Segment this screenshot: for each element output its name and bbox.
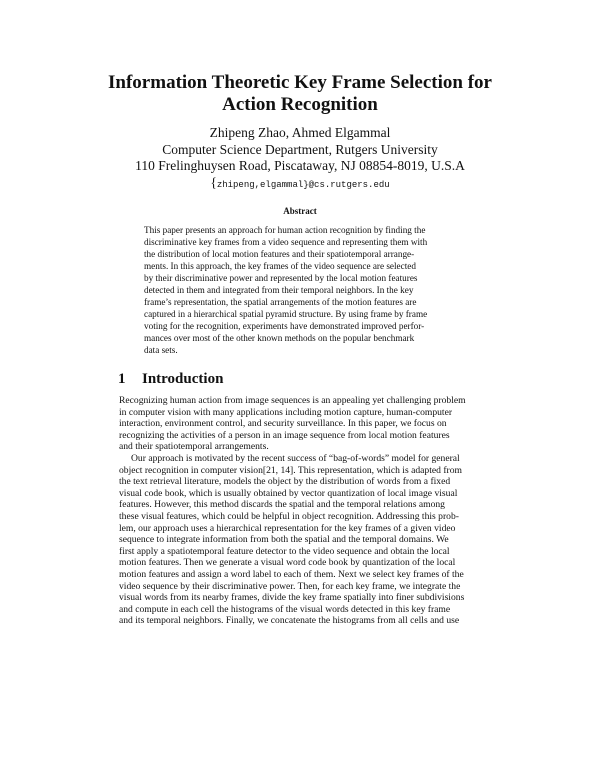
email-address: zhipeng,elgammal}@cs.rutgers.edu [216, 179, 390, 190]
body-line: object recognition in computer vision[21, 14]. This representation, which is adapted from [119, 464, 462, 476]
abstract-heading: Abstract [283, 206, 317, 216]
body-line: in computer vision with many applications including motion capture, human-computer [119, 406, 453, 418]
body-line: and compute in each cell the histograms of the visual words detected in this key frame [119, 603, 451, 615]
author-block [40, 125, 560, 193]
body-line: first apply a spatiotemporal feature detector to the video sequence and obtain the local [119, 545, 450, 557]
body-line: and its temporal neighbors. Finally, we concatenate the histograms from all cells and use [119, 615, 460, 627]
body-line: Our approach is motivated by the recent success of “bag-of-words” model for general [131, 452, 460, 464]
body-line: visual code book, which is usually obtained by vector quantization of local image visual [119, 487, 458, 499]
abstract-line: ments. In this approach, the key frames of the video sequence are selected [144, 261, 416, 271]
section-heading [118, 371, 223, 388]
abstract-line: voting for the recognition, experiments have demonstrated improved perfor- [144, 321, 425, 331]
abstract-text [144, 224, 456, 356]
email-line [40, 175, 560, 194]
body-line: lem, our approach uses a hierarchical representation for the key frames of a given video [119, 522, 456, 534]
title-line-1: Information Theoretic Key Frame Selection for [108, 72, 492, 93]
title-line-2: Action Recognition [222, 94, 378, 115]
paper-title [40, 72, 560, 116]
body-line: features. However, this method discards the spatial and the temporal relations among [119, 499, 445, 511]
body-line: Recognizing human action from image sequences is an appealing yet challenging problem [119, 395, 466, 406]
body-line: video sequence by their discriminative power. Then, for each key frame, we integrate the [119, 580, 461, 592]
introduction-body [119, 395, 481, 627]
abstract-line: detected in them and integrated from their temporal neighbors. In the key [144, 285, 414, 295]
abstract-line: mances over most of the other known methods on the popular benchmark [144, 333, 415, 343]
abstract-line: by their discriminative power and represented by the local motion features [144, 273, 418, 283]
address: 110 Frelinghuysen Road, Piscataway, NJ 08854-8019, U.S.A [135, 158, 465, 173]
body-line: interaction, environment control, and security surveillance. In this paper, we focus on [119, 418, 447, 430]
section-title: Introduction [142, 371, 224, 387]
email-brace: { [210, 174, 217, 190]
body-line: sequence to integrate information from both the spatial and the temporal domains. We [119, 534, 449, 546]
abstract-line: the distribution of local motion features and their spatiotemporal arrange- [144, 249, 415, 259]
body-line: motion features and assign a word label to each of them. Next we select key frames of the [119, 568, 464, 580]
body-line: visual words from its nearby frames, divide the key frame spatially into finer subdivisions [119, 592, 465, 604]
author-names: Zhipeng Zhao, Ahmed Elgammal [209, 125, 391, 140]
abstract-line: data sets. [144, 345, 178, 355]
body-line: motion features. Then we generate a visual word code book by quantization of the local [119, 557, 456, 569]
body-line: recognizing the activities of a person in an image sequence from local motion features [119, 429, 450, 441]
body-line: the text retrieval literature, models the object by the distribution of words from a fixed [119, 476, 451, 488]
abstract-line: captured in a hierarchical spatial pyramid structure. By using frame by frame [144, 309, 428, 319]
body-line: these visual features, which could be helpful in object recognition. Addressing this prob- [119, 510, 459, 522]
section-number: 1 [118, 371, 126, 387]
abstract-line: This paper presents an approach for human action recognition by finding the [144, 225, 426, 235]
abstract-line: discriminative key frames from a video sequence and representing them with [144, 237, 428, 247]
affiliation: Computer Science Department, Rutgers University [162, 141, 438, 157]
body-line: and their spatiotemporal arrangements. [119, 441, 269, 453]
abstract-line: frame’s representation, the spatial arrangements of the motion features are [144, 297, 417, 307]
